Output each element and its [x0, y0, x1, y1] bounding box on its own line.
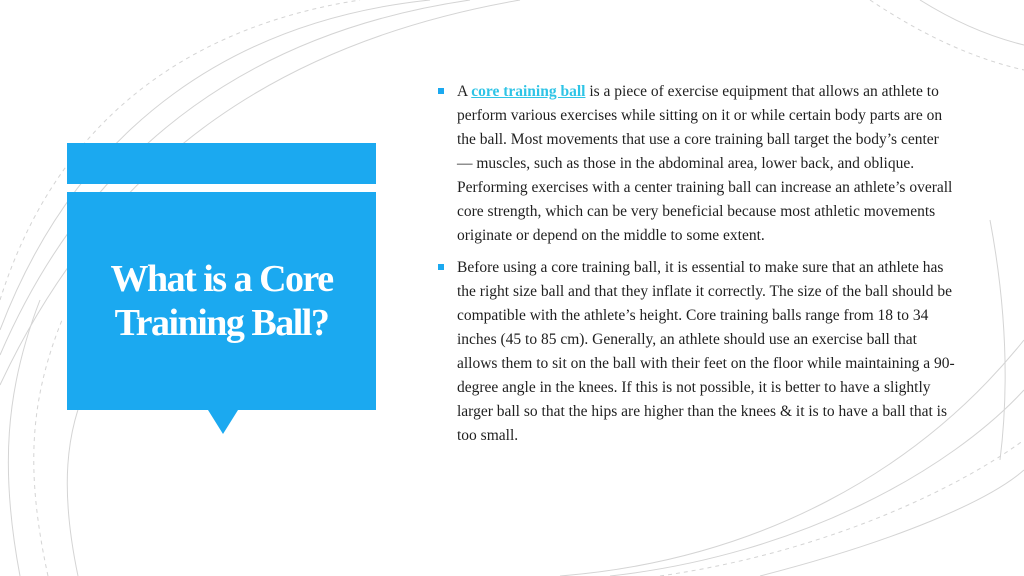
- title-box: [67, 192, 376, 410]
- title-pointer: [208, 410, 238, 434]
- slide-title: What is a Core Training Ball?: [110, 258, 333, 344]
- square-bullet-icon: [438, 88, 444, 94]
- bullet-prefix: A: [457, 83, 472, 100]
- content-area: [437, 80, 957, 456]
- bullet-item: [437, 80, 957, 248]
- bullet-text: is a piece of exercise equipment that allows an athlete to perform various exercises while sitting on it or while certain body parts are on the ball. Most movements that use a core training ball target the body’s center — muscles, such as those in the abdominal area, lower back, and oblique. Performing exercises with a center training ball can increase an athlete’s overall core strength, which can be very beneficial because most athletic movements originate or depend on the middle to some extent.: [457, 83, 953, 244]
- bullet-list: [437, 80, 957, 448]
- title-accent-bar: [67, 143, 376, 184]
- bullet-text: Before using a core training ball, it is essential to make sure that an athlete has the right size ball and that they inflate it correctly. The size of the ball should be compatible with the athlete’s height. Core training balls range from 18 to 34 inches (45 to 85 cm). Generally, an athlete should use an exercise ball that allows them to sit on the ball with their feet on the floor while maintaining a 90-degree angle in the knees. If this is not possible, it is better to have a slightly larger ball so that the hips are higher than the knees & it is to have a ball that is too small.: [457, 259, 955, 444]
- square-bullet-icon: [438, 264, 444, 270]
- core-training-ball-link[interactable]: core training ball: [471, 83, 586, 100]
- bullet-item: [437, 256, 957, 448]
